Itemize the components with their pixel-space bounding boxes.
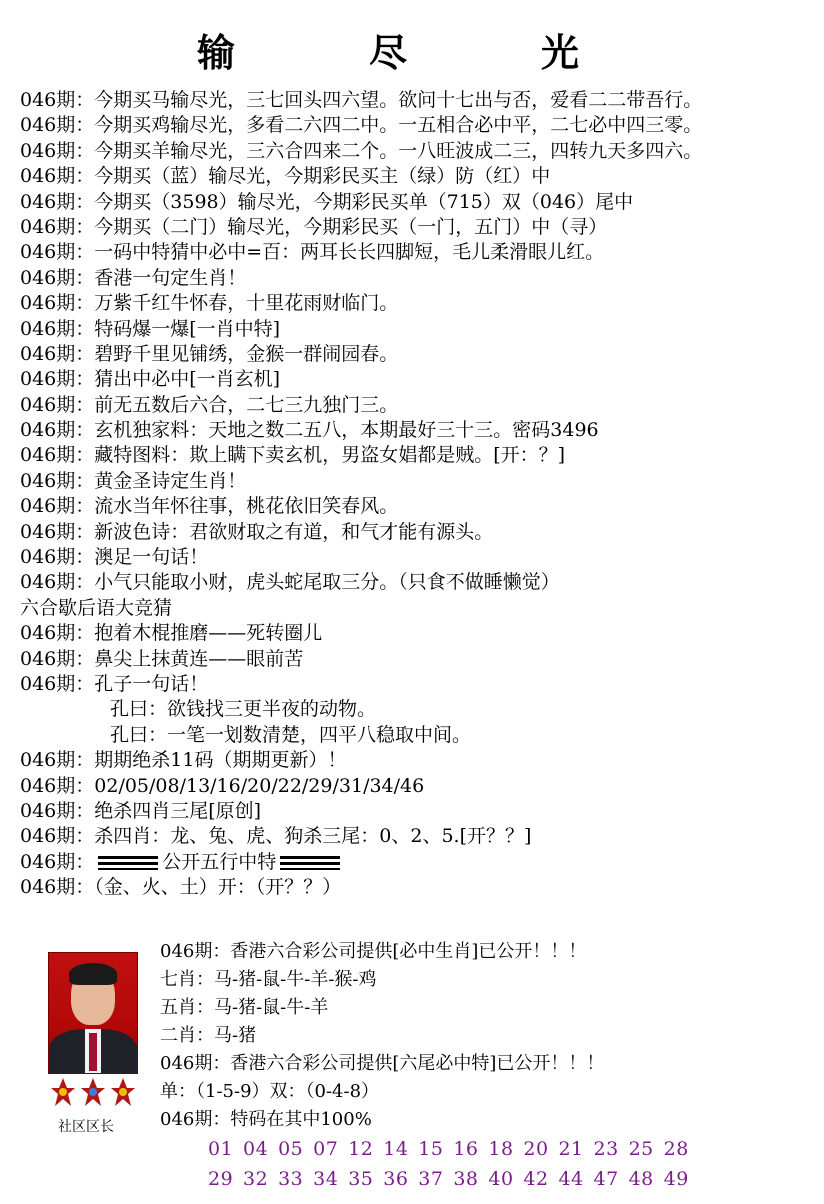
number: 35 (348, 1168, 374, 1190)
list-item: 046期：今期买（3598）输尽光，今期彩民买单（715）双（046）尾中 (20, 190, 634, 213)
list-item: 046期：今期买（蓝）输尽光，今期彩民买主（绿）防（红）中 (20, 165, 551, 188)
number: 29 (208, 1168, 234, 1190)
medal-icon (80, 1076, 106, 1110)
list-item: 单：（1-5-9）双：（0-4-8） (160, 1081, 380, 1102)
list-item: 046期：今期买鸡输尽光，多看二六四二中。一五相合必中平，二七必中四三零。 (20, 114, 703, 137)
number: 38 (453, 1168, 479, 1190)
number: 12 (348, 1138, 374, 1160)
number-row (160, 1134, 820, 1164)
number: 05 (278, 1138, 304, 1160)
list-item: 七肖：马-猪-鼠-牛-羊-猴-鸡 (160, 969, 377, 990)
number: 16 (453, 1138, 479, 1160)
list-item: 046期：特码在其中100% (160, 1109, 372, 1130)
section-heading: 六合歇后语大竞猜 (20, 596, 173, 619)
number: 48 (628, 1168, 654, 1190)
list-item: 046期：02/05/08/13/16/20/22/29/31/34/46 (20, 774, 425, 797)
avatar (48, 952, 138, 1074)
results-block (160, 938, 820, 1194)
list-item: 046期：新波色诗：君欲财取之有道，和气才能有源头。 (20, 520, 494, 543)
list-item: 046期：今期买马输尽光，三七回头四六望。欲问十七出与否，爱看二二带吾行。 (20, 89, 703, 111)
list-item: 046期：鼻尖上抹黄连——眼前苦 (20, 647, 304, 670)
list-item: 046期：澳足一句话！ (20, 546, 209, 569)
list-item: 046期：今期买（二门）输尽光，今期彩民买（一门，五门）中（寻） (20, 215, 608, 238)
list-item: 046期：杀四肖：龙、兔、虎、狗杀三尾：0、2、5.[开？？] (20, 825, 532, 848)
list-item: 046期：香港一句定生肖！ (20, 266, 247, 289)
number: 14 (383, 1138, 409, 1160)
list-item: 孔曰：一笔一划数清楚，四平八稳取中间。 (110, 723, 472, 746)
trigram-icon (98, 856, 158, 870)
list-item: 046期：今期买羊输尽光，三六合四来二个。一八旺波成二三，四转九天多四六。 (20, 139, 703, 162)
list-item (20, 850, 820, 875)
list-item: 046期：猜出中必中[一肖玄机] (20, 368, 281, 391)
number: 15 (418, 1138, 444, 1160)
trigram-icon (280, 856, 340, 870)
list-item: 046期：藏特图料：欺上瞒下卖玄机，男盗女娼都是贼。[开：？] (20, 444, 566, 467)
list-item: 046期：流水当年怀往事，桃花依旧笑春风。 (20, 495, 399, 518)
list-item: 046期：万紫千红牛怀春，十里花雨财临门。 (20, 292, 399, 315)
photo-caption: 社区区长 (58, 1119, 114, 1135)
list-item: 046期：小气只能取小财，虎头蛇尾取三分。（只食不做睡懒觉） (20, 571, 560, 594)
number: 47 (593, 1168, 619, 1190)
list-item: 046期：抱着木棍推磨——死转圈儿 (20, 622, 323, 645)
number: 34 (313, 1168, 339, 1190)
number: 23 (593, 1138, 619, 1160)
number: 44 (558, 1168, 584, 1190)
list-item: 二肖：马-猪 (160, 1025, 257, 1046)
number-row (160, 1164, 820, 1194)
number: 21 (558, 1138, 584, 1160)
list-item: 孔曰：欲钱找三更半夜的动物。 (110, 698, 377, 721)
number: 01 (208, 1138, 234, 1160)
issue-prefix: 046期： (20, 850, 95, 873)
list-item: 046期：黄金圣诗定生肖！ (20, 469, 247, 492)
list-item: 046期：前无五数后六合，二七三九独门三。 (20, 393, 399, 416)
number: 42 (523, 1168, 549, 1190)
list-item: 046期：孔子一句话！ (20, 672, 209, 695)
medal-icon (50, 1076, 76, 1110)
number: 28 (663, 1138, 689, 1160)
number: 37 (418, 1168, 444, 1190)
number: 32 (243, 1168, 269, 1190)
list-item: 046期：一码中特猜中必中=百：两耳长长四脚短，毛儿柔滑眼儿红。 (20, 241, 605, 264)
number: 18 (488, 1138, 514, 1160)
number: 25 (628, 1138, 654, 1160)
number: 04 (243, 1138, 269, 1160)
list-item: 046期：期期绝杀11码（期期更新）！ (20, 749, 347, 772)
list-item: 046期：玄机独家料：天地之数二五八，本期最好三十三。密码3496 (20, 419, 599, 442)
wuxing-label: 公开五行中特 (162, 850, 277, 873)
number: 36 (383, 1168, 409, 1190)
list-item: 046期：（金、火、土）开：（开？？） (20, 876, 342, 899)
number: 20 (523, 1138, 549, 1160)
page-title: 输 尽 光 (196, 30, 627, 75)
list-item: 046期：碧野千里见铺绣，金猴一群闹园春。 (20, 342, 399, 365)
prediction-list (20, 88, 820, 901)
list-item: 046期：香港六合彩公司提供[六尾必中特]已公开！！！ (160, 1053, 605, 1074)
list-item: 046期：特码爆一爆[一肖中特] (20, 317, 281, 340)
number: 07 (313, 1138, 339, 1160)
list-item: 五肖：马-猪-鼠-牛-羊 (160, 997, 329, 1018)
list-item: 046期：香港六合彩公司提供[必中生肖]已公开！！！ (160, 941, 587, 962)
number: 49 (663, 1168, 689, 1190)
medal-badges (50, 1074, 140, 1114)
medal-icon (110, 1076, 136, 1110)
number: 40 (488, 1168, 514, 1190)
number: 33 (278, 1168, 304, 1190)
list-item: 046期：绝杀四肖三尾[原创] (20, 799, 262, 822)
